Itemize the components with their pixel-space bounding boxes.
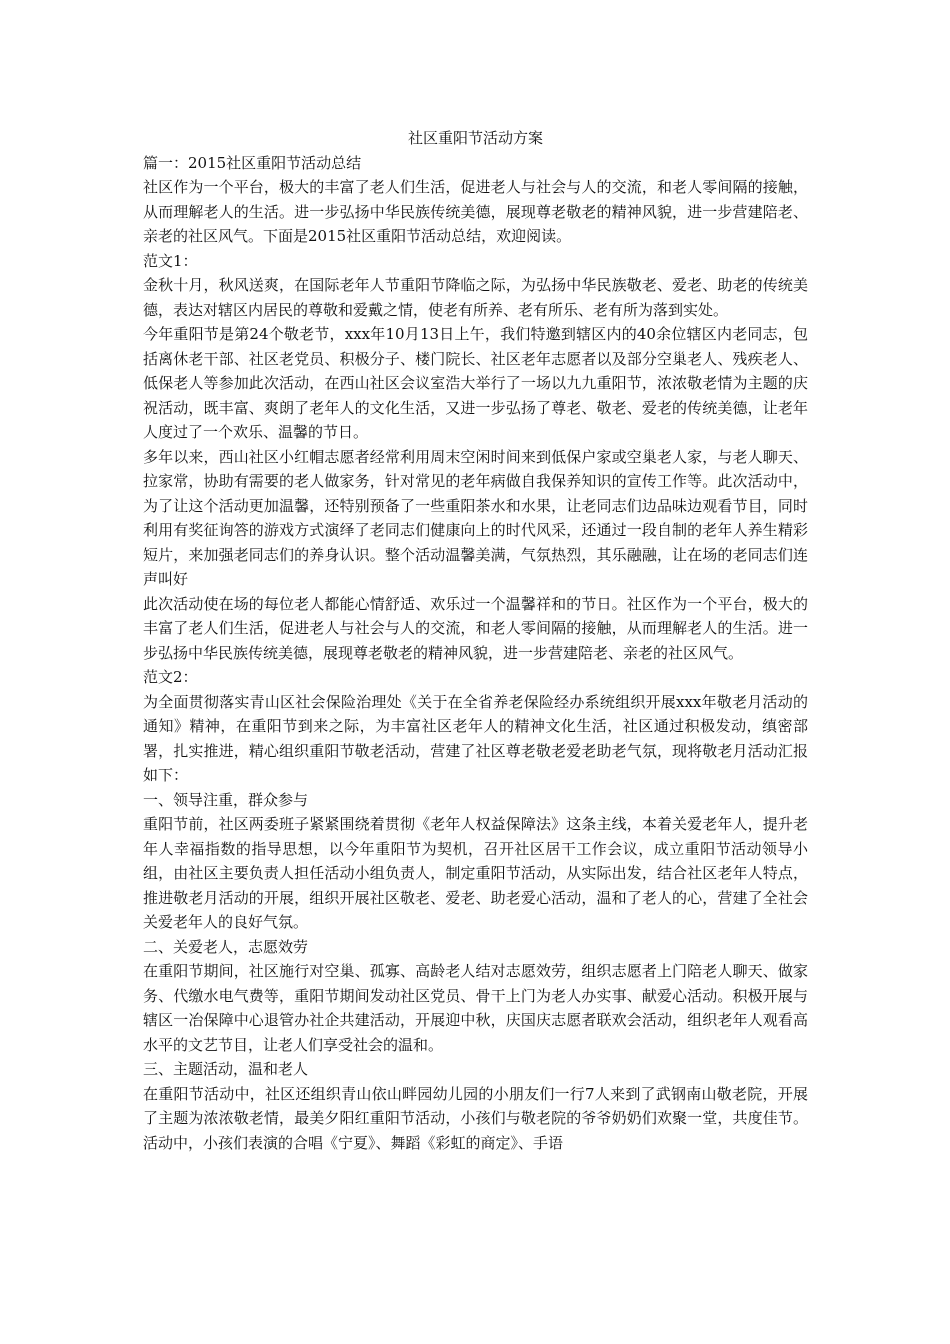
document-title: 社区重阳节活动方案 [407, 129, 543, 147]
paragraph: 多年以来，西山社区小红帽志愿者经常利用周末空闲时间来到低保户家或空巢老人家，与老人聊天、拉家常，协助有需要的老人做家务，针对常见的老年病做自我保养知识的宣传工作等。此次活动中，为了让这个活动更加温馨，还特别预备了一些重阳茶水和水果，让老同志们边品味边观看节目，同时利用有奖征询答的游戏方式演绎了老同志们健康向上的时代风采，还通过一段自制的老年人养生精彩短片，来加强老同志们的养身认识。整个活动温馨美满，气氛热烈，其乐融融，让在场的老同志们连声叫好 [143, 447, 808, 588]
paragraph: 社区作为一个平台，极大的丰富了老人们生活，促进老人与社会与人的交流，和老人零间隔的接触，从而理解老人的生活。进一步弘扬中华民族传统美德，展现尊老敬老的精神风貌，进一步营建陪老、亲老的社区风气。下面是2015社区重阳节活动总结，欢迎阅读。 [143, 178, 808, 245]
paragraph: 为全面贯彻落实青山区社会保险治理处《关于在全省养老保险经办系统组织开展xxx年敬老月活动的通知》精神，在重阳节到来之际，为丰富社区老年人的精神文化生活，社区通过积极发动，缜密部署，扎实推进，精心组织重阳节敬老活动，营建了社区尊老敬老爱老助老气氛，现将敬老月活动汇报如下： [143, 692, 808, 784]
paragraph: 此次活动使在场的每位老人都能心情舒适、欢乐过一个温馨祥和的节日。社区作为一个平台，极大的丰富了老人们生活，促进老人与社会与人的交流，和老人零间隔的接触，从而理解老人的生活。进一步弘扬中华民族传统美德，展现尊老敬老的精神风貌，进一步营建陪老、亲老的社区风气。 [143, 594, 808, 662]
section-heading: 范文2： [143, 668, 198, 686]
section-heading: 范文1： [143, 251, 198, 270]
document-body [143, 126, 808, 1155]
section-heading: 三、主题活动，温和老人 [143, 1060, 309, 1078]
paragraph: 在重阳节期间，社区施行对空巢、孤寡、高龄老人结对志愿效劳，组织志愿者上门陪老人聊天、做家务、代缴水电气费等，重阳节期间发动社区党员、骨干上门为老人办实事、献爱心活动。积极开展与辖区一冶保障中心退管办社企共建活动，开展迎中秋，庆国庆志愿者联欢会活动，组织老年人观看高水平的文艺节目，让老人们享受社会的温和。 [143, 962, 808, 1054]
paragraph: 在重阳节活动中，社区还组织青山依山畔园幼儿园的小朋友们一行7人来到了武钢南山敬老院，开展了主题为浓浓敬老情，最美夕阳红重阳节活动，小孩们与敬老院的爷爷奶奶们欢聚一堂，共度佳节。活动中，小孩们表演的合唱《宁夏》、舞蹈《彩虹的商定》、手语 [143, 1084, 808, 1152]
paragraph: 重阳节前，社区两委班子紧紧围绕着贯彻《老年人权益保障法》这条主线，本着关爱老年人，提升老年人幸福指数的指导思想，以今年重阳节为契机，召开社区居干工作会议，成立重阳节活动领导小组，由社区主要负责人担任活动小组负责人，制定重阳节活动，从实际出发，结合社区老年人特点，推进敬老月活动的开展，组织开展社区敬老、爱老、助老爱心活动，温和了老人的心，营建了全社会关爱老年人的良好气氛。 [143, 815, 808, 931]
paragraph: 今年重阳节是第24个敬老节，xxx年10月13日上午，我们特邀到辖区内的40余位辖区内老同志，包括离休老干部、社区老党员、积极分子、楼门院长、社区老年志愿者以及部分空巢老人、残疾老人、低保老人等参加此次活动，在西山社区会议室浩大举行了一场以九九重阳节，浓浓敬老情为主题的庆祝活动，既丰富、爽朗了老年人的文化生活，又进一步弘扬了尊老、敬老、爱老的传统美德，让老年人度过了一个欢乐、温馨的节日。 [143, 325, 808, 441]
section-heading: 一、领导注重，群众参与 [143, 790, 309, 809]
section-heading: 篇一：2015社区重阳节活动总结 [143, 153, 362, 172]
section-heading: 二、关爱老人，志愿效劳 [143, 937, 309, 956]
paragraph: 金秋十月，秋风送爽，在国际老年人节重阳节降临之际，为弘扬中华民族敬老、爱老、助老的传统美德，表达对辖区内居民的尊敬和爱戴之情，使老有所养、老有所乐、老有所为落到实处。 [143, 276, 808, 319]
